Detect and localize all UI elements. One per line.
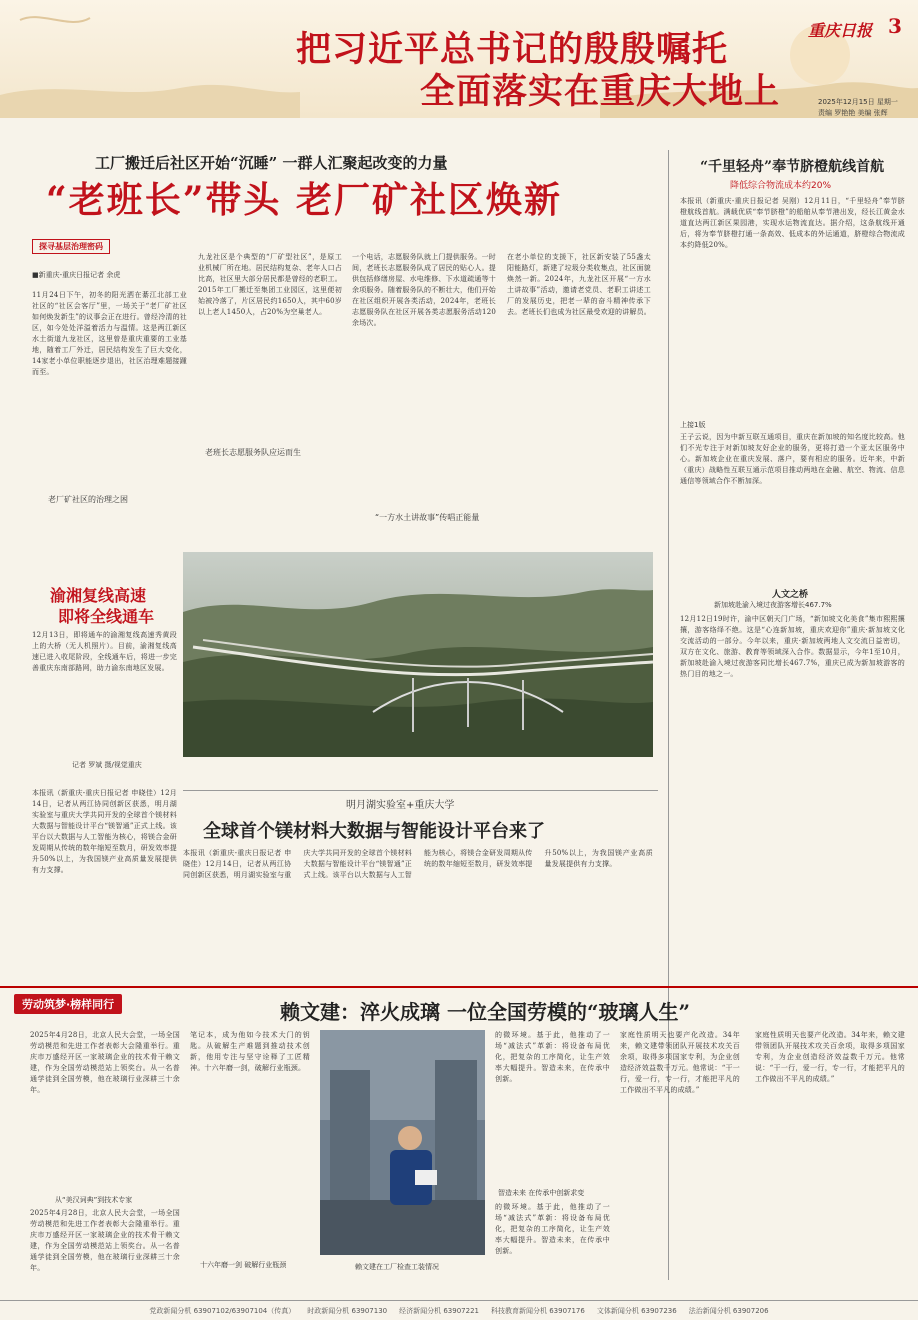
expressway-credit: 记者 罗斌 摄/视觉重庆 bbox=[72, 761, 142, 769]
lead-kicker: 工厂搬迁后社区开始“沉睡” 一群人汇聚起改变的力量 bbox=[95, 154, 448, 172]
labor-sub-3: 智造未来 在传承中创新求变 bbox=[498, 1189, 585, 1197]
footer-rule bbox=[0, 1300, 918, 1301]
lead-subhead-2: 老班长志愿服务队应运而生 bbox=[205, 445, 301, 460]
lab-body-left: 本报讯（新重庆-重庆日报记者 申晓佳）12月14日，记者从两江协同创新区获悉，明月湖实验室与重庆大学共同开发的全球首个镁材料大数据与智能设计平台“镁智通”正式上线。该平台以大数据与人工智能为核心，将镁合金研发周期从传统的数年缩短至数月，研发效率提升50%以上，为我国镁产业高质量发展提供有力支撑。 bbox=[32, 789, 177, 874]
page-banner bbox=[0, 0, 918, 118]
lab-kicker: 明月湖实验室+重庆大学 bbox=[346, 800, 455, 811]
labor-sub-2: 十六年磨一剑 破解行业瓶颈 bbox=[200, 1261, 287, 1269]
lead-byline: ■新重庆-重庆日报记者 余虎 bbox=[32, 271, 121, 279]
culture-bridge-title: 人文之桥 bbox=[772, 590, 809, 600]
footer-item: 经济新闻分机 63907221 bbox=[399, 1307, 479, 1315]
bridge-photo bbox=[183, 552, 653, 757]
footer-item: 科技教育新闻分机 63907176 bbox=[490, 1307, 585, 1315]
footer-item: 法治新闻分机 63907206 bbox=[688, 1307, 769, 1315]
labor-series-label bbox=[14, 994, 122, 1014]
bridge-landscape-icon bbox=[183, 552, 653, 757]
labor-photo-caption: 赖文建在工厂检查工装情况 bbox=[355, 1263, 439, 1271]
column-label bbox=[32, 239, 110, 254]
banner-line-1: 把习近平总书记的殷殷嘱托 bbox=[296, 29, 729, 70]
labor-col-3b: 的微环境。基于此，他推动了一场“减法式”革新：将设备布局优化，把复杂的工序简化，让生产效率大幅提升。智造未来，在传承中创新。 bbox=[495, 1203, 610, 1255]
labor-photo bbox=[320, 1030, 485, 1255]
lead-col-4: 在老小单位的支援下，社区新安装了55盏太阳能路灯，新建了垃圾分类收集点，社区面貌焕然一新。2024年，九龙社区开展“一方水土讲故事”活动，邀请老党员、老职工讲述工厂的发展历史，把老一辈的奋斗精神传承下去。老班长们也成为社区最受欢迎的讲解员。 bbox=[507, 253, 651, 316]
lab-headline: 全球首个镁材料大数据与智能设计平台来了 bbox=[203, 821, 545, 842]
lab-body-main: 本报讯（新重庆-重庆日报记者 申晓佳）12月14日，记者从两江协同创新区获悉，明月湖实验室与重庆大学共同开发的全球首个镁材料大数据与智能设计平台“镁智通”正式上线。该平台以大数据与人工智能为核心，将镁合金研发周期从传统的数年缩短至数月，研发效率提升50%以上，为我国镁产业高质量发展提供有力支撑。 bbox=[183, 849, 653, 879]
labor-col-1b: 2025年4月28日，北京人民大会堂，一场全国劳动模范和先进工作者表彰大会隆重举行。重庆市万盛经开区一家玻璃企业的技术骨干赖文建，作为全国劳动模范站上领奖台。从一名普通学徒到全国劳模，他在玻璃行业深耕三十余年。 bbox=[30, 1209, 180, 1272]
sidebar-subhead: 降低综合物流成本约20% bbox=[730, 181, 832, 191]
human-story-label: 上接1版 bbox=[680, 421, 706, 429]
footer-item: 时政新闻分机 63907130 bbox=[307, 1307, 388, 1315]
lead-subhead-1: 老厂矿社区的治理之困 bbox=[48, 495, 128, 504]
footer-item: 党政新闻分机 63907102/63907104（传真） bbox=[149, 1307, 296, 1315]
expressway-body: 12月13日，即将通车的渝湘复线高速秀黄段上的大桥（无人机照片）。目前，渝湘复线高速已进入收尾阶段，全线通车后，将进一步完善重庆东南部路网，助力渝东南地区发展。 bbox=[32, 631, 177, 672]
footer-item: 文体新闻分机 63907236 bbox=[596, 1307, 677, 1315]
labor-col-5: 家庭性质明天也要产化改造。34年来，赖文建带领团队开展技术攻关百余项，取得多项国家专利，为企业创造经济效益数千万元。他常说：“干一行，爱一行，专一行，才能把平凡的工作做出不平凡的成绩。” bbox=[755, 1031, 905, 1083]
lead-headline: “老班长”带头 老厂矿社区焕新 bbox=[46, 179, 562, 221]
labor-series-text: 劳动筑梦·榜样同行 bbox=[22, 998, 115, 1011]
column-label-text: 探寻基层治理密码 bbox=[39, 242, 103, 251]
issue-date: 2025年12月15日 星期一 bbox=[818, 98, 898, 106]
expressway-headline-1: 渝湘复线高速 bbox=[50, 586, 147, 605]
worker-in-factory-icon bbox=[320, 1030, 485, 1255]
footer-contacts bbox=[0, 1302, 918, 1320]
sidebar-headline: “千里轻舟”奉节脐橙航线首航 bbox=[700, 159, 885, 175]
editors-line: 责编 罗艳艳 美编 张辉 bbox=[818, 109, 888, 117]
labor-sub-1: 从“美汉词典”到技术专家 bbox=[55, 1196, 133, 1204]
page-number: 3 bbox=[888, 14, 902, 38]
expressway-headline-2: 即将全线通车 bbox=[58, 607, 155, 626]
sidebar-body: 本报讯（新重庆-重庆日报记者 吴刚）12月11日，“千里轻舟”奉节脐橙航线首航。满载优质“奉节脐橙”的船舶从奉节港出发，经长江黄金水道直达两江新区果园港，实现水运物流直达。据介绍，这条航线开通后，将为奉节脐橙打通一条高效、低成本的外运通道，脐橙综合物流成本约降低20%。 bbox=[680, 197, 905, 249]
lead-col-3: 一个电话，志愿服务队就上门提供服务。一时间，老班长志愿服务队成了居民的贴心人。提供包括修缮房屋、水电维修、下水道疏通等十余项服务。随着服务队的不断壮大，他们开始在社区组织开展各类活动，2024年，老班长志愿服务队在社区开展各类志愿服务活动120余场次。 bbox=[352, 253, 496, 327]
labor-col-2: 笔记本，成为他如今技术大门的钥匙。从破解生产难题到推动技术创新，他用专注与坚守诠释了工匠精神。十六年磨一剑，破解行业瓶颈。 bbox=[190, 1031, 310, 1072]
paper-name: 重庆日报 bbox=[808, 21, 873, 40]
lead-col-1: 11月24日下午，初冬的阳光洒在綦江北部工业社区的“社区会客厅”里，一场关于“老厂矿社区如何焕发新生”的议事会正在进行。曾经冷清的社区，如今处处洋溢着活力与温情。这是两江新区水土街道九龙社区，这里曾是重庆重要的工业基地，随着工厂外迁，居民结构发生了巨大变化，14家老小单位职能逐步退出，社区治理难题接踵而至。 bbox=[32, 291, 187, 376]
lead-subhead-3: “一方水土讲故事”传唱正能量 bbox=[375, 513, 480, 522]
labor-col-4: 家庭性质明天也要产化改造。34年来，赖文建带领团队开展技术攻关百余项，取得多项国家专利，为企业创造经济效益数千万元。他常说：“干一行，爱一行，专一行，才能把平凡的工作做出不平凡的成绩。” bbox=[620, 1031, 740, 1094]
labor-headline: 赖文建：淬火成璃 一位全国劳模的“玻璃人生” bbox=[280, 1000, 690, 1024]
culture-bridge-body: 12月12日19时许，渝中区朝天门广场，“新加坡文化美食”集市熙熙攘攘，游客络绎不绝。这是“心连新加坡，重庆欢迎你”重庆·新加坡文化交流活动的一部分。今年以来，重庆·新加坡两地人文交流日益密切，双方在文化、旅游、教育等领域深入合作。数据显示，今年1至10月，新加坡赴渝入境过夜游客同比增长467.7%，重庆已成为新加坡游客的热门目的地之一。 bbox=[680, 615, 905, 678]
banner-line-2: 全面落实在重庆大地上 bbox=[420, 71, 781, 112]
labor-col-3: 的微环境。基于此，他推动了一场“减法式”革新：将设备布局优化，把复杂的工序简化，让生产效率大幅提升。智造未来，在传承中创新。 bbox=[495, 1031, 610, 1083]
human-story-body: 王子云说，因为中新互联互通项目，重庆在新加坡的知名度比较高。他们不光专注于对新加坡友好企业的服务，更将打造一个亚太区服务中心。新加坡企业在重庆发展、落户，要有相应的服务。近年来，中新（重庆）战略性互联互通示范项目推动两地在金融、航空、物流、信息通信等领域合作不断加深。 bbox=[680, 433, 905, 485]
lead-col-2: 九龙社区是个典型的“厂矿型社区”，是原工业机械厂所在地。居民结构复杂、老年人口占比高，社区里大部分居民都是曾经的老职工。2015年工厂搬迁至集团工业园区，这里便初始被冷落了，片区居民约1650人，其中60岁以上老人1450人，占20%为空巢老人。 bbox=[198, 253, 342, 316]
labor-col-1: 2025年4月28日，北京人民大会堂，一场全国劳动模范和先进工作者表彰大会隆重举行。重庆市万盛经开区一家玻璃企业的技术骨干赖文建，作为全国劳动模范站上领奖台。从一名普通学徒到全国劳模，他在玻璃行业深耕三十余年。 bbox=[30, 1031, 180, 1094]
lab-divider bbox=[183, 790, 658, 791]
labor-top-rule bbox=[0, 986, 918, 988]
culture-bridge-subhead: 新加坡赴渝入境过夜游客增长467.7% bbox=[714, 601, 832, 609]
